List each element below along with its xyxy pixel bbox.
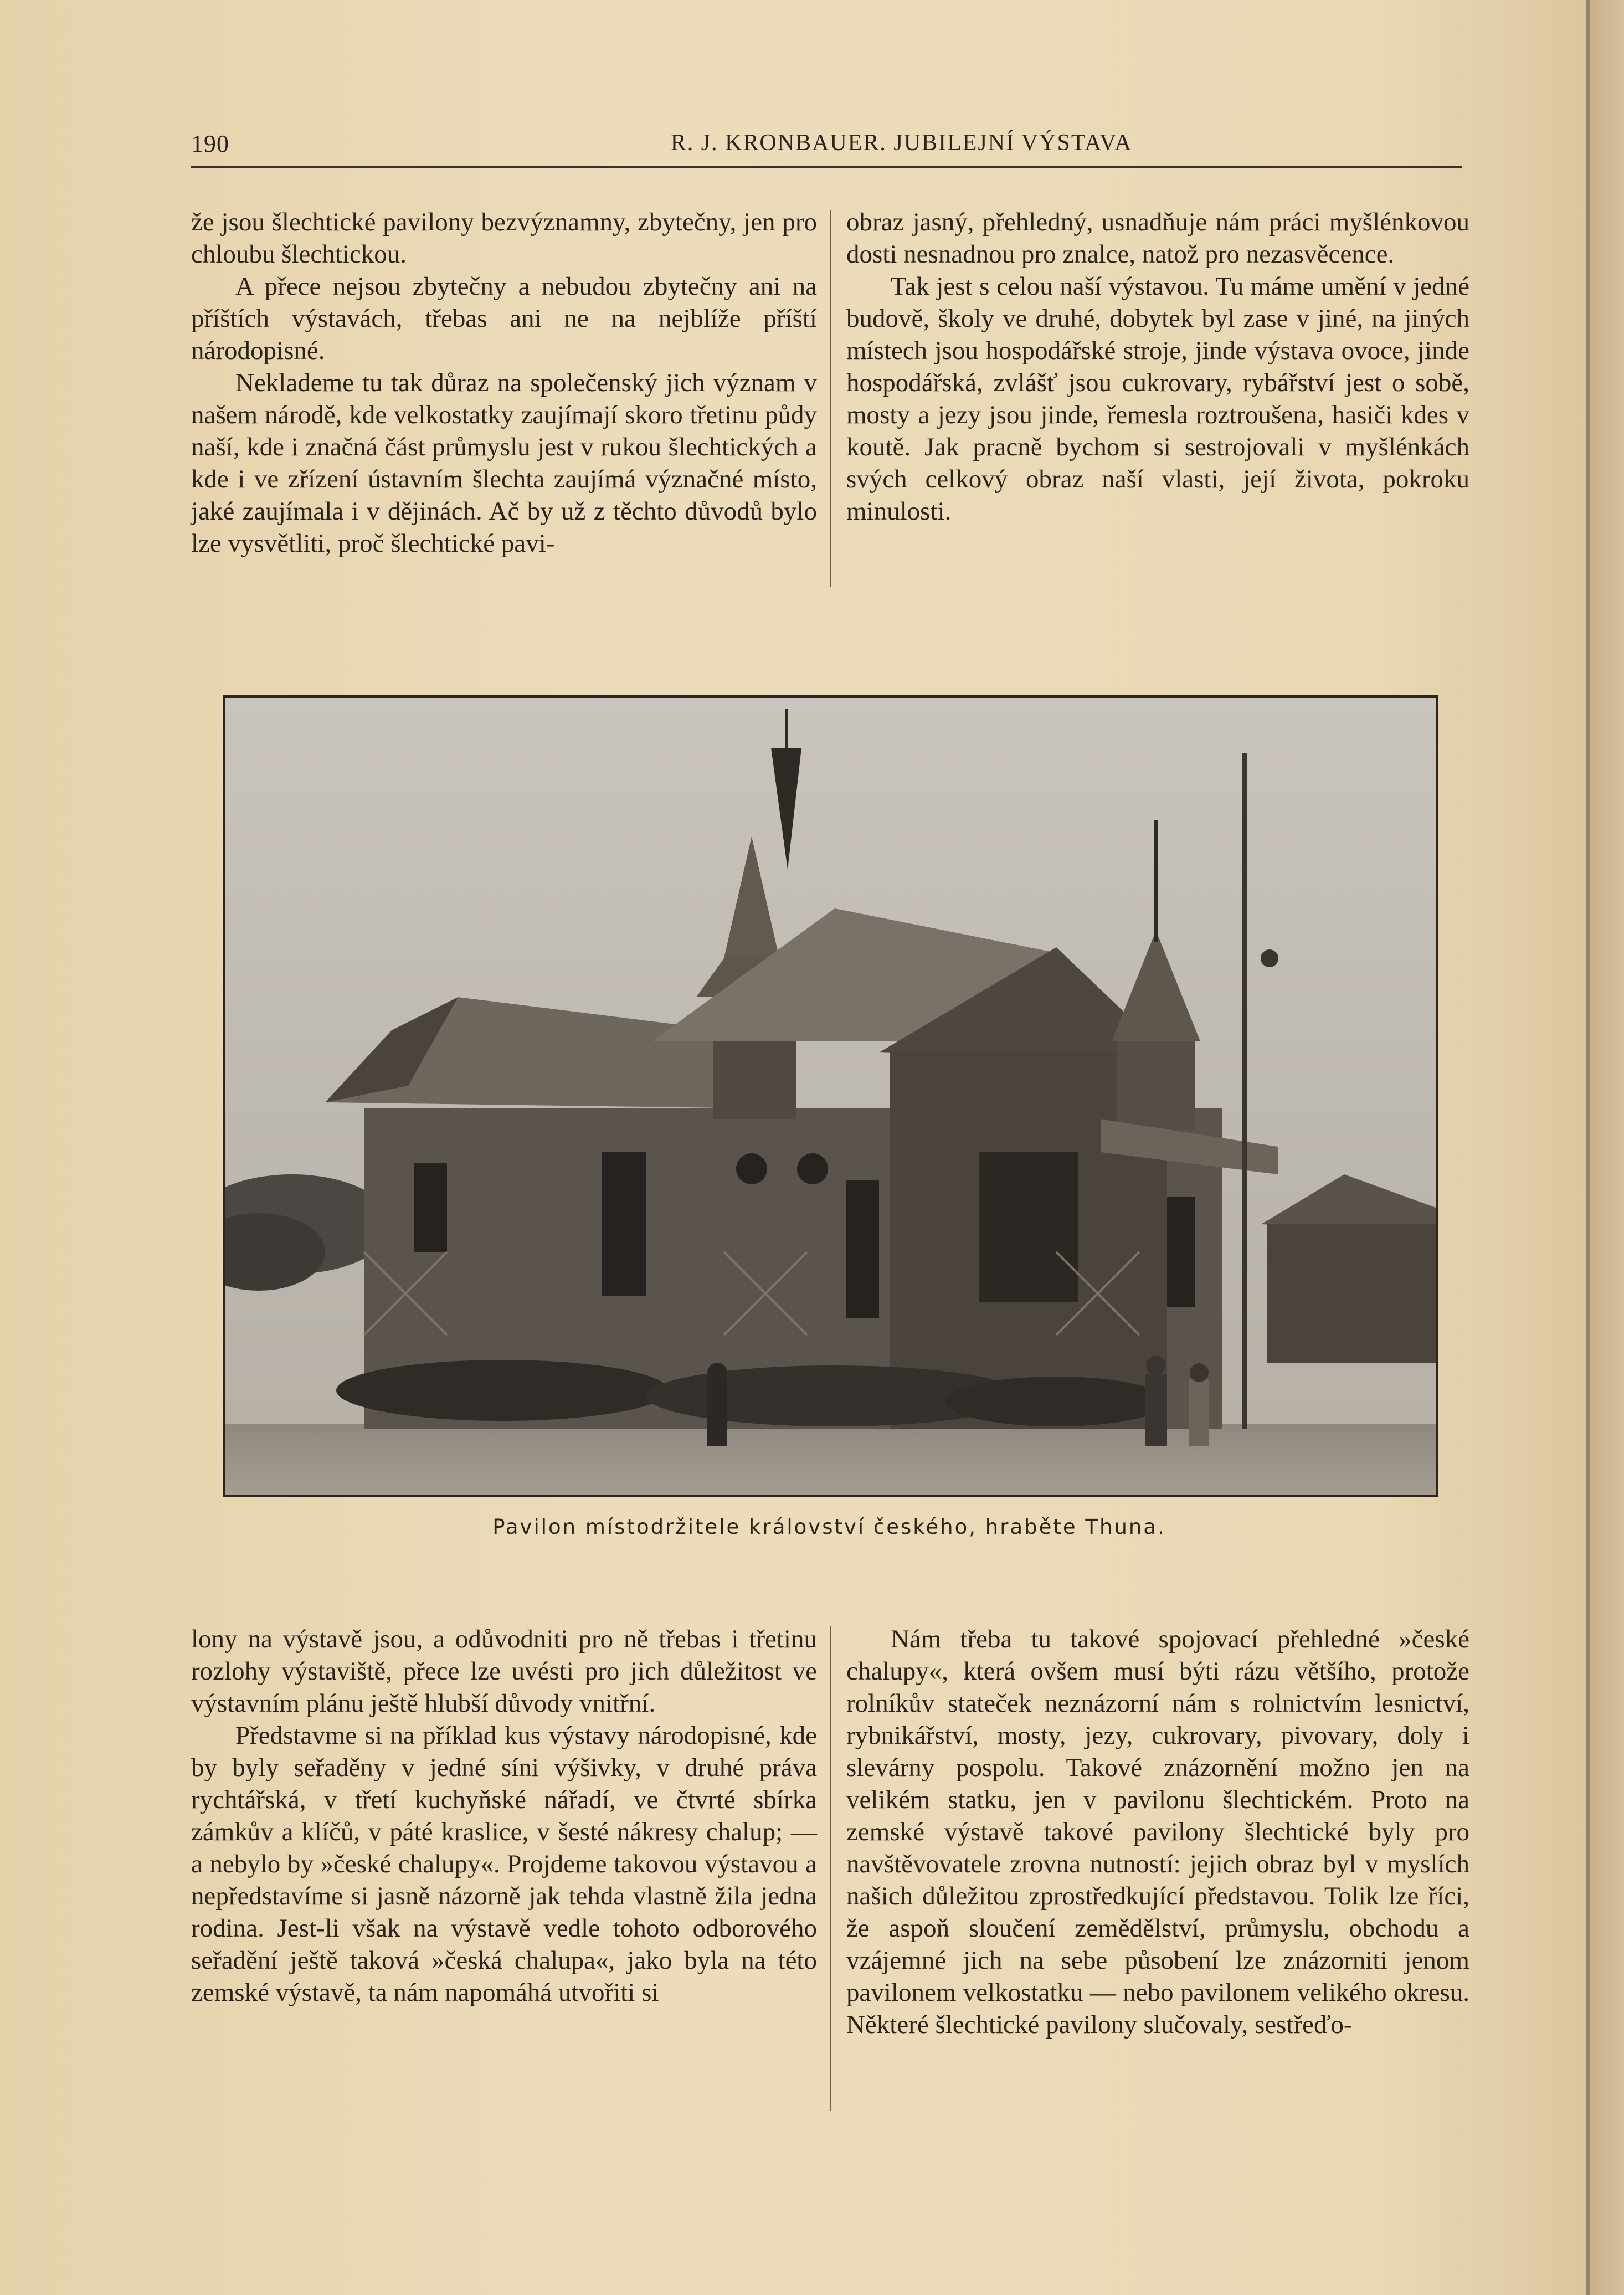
pavilion-illustration xyxy=(225,698,1436,1495)
page-number: 190 xyxy=(191,130,229,157)
paragraph: Tak jest s celou naší výstavou. Tu máme umění v jedné budově, školy ve druhé, dobytek byl zase v jiné, na jiných místech jsou hospodářské stroje, jinde výstava ovoce, jinde hospodářská, zvlášť jsou cukrovary, rybářství jest o sobě, mosty a jezy jsou jinde, řemesla roztroušena, hasiči kdes v koutě. Jak pracně bychom si sestrojovali v myšlénkách svých celkový obraz naší vlasti, její života, pokroku minulosti. xyxy=(846,272,1469,526)
paragraph: lony na výstavě jsou, a odůvodniti pro ně třebas i třetinu rozlohy výstaviště, přece lze uvésti pro jich důležitost ve výstavním plánu ještě hlubší důvody vnitřní. xyxy=(191,1625,817,1718)
running-title: R. J. KRONBAUER. JUBILEJNÍ VÝSTAVA xyxy=(670,130,1133,156)
paragraph: obraz jasný, přehledný, usnadňuje nám práci myšlénkovou dosti nesnadnou pro znalce, natož pro nezasvěcence. xyxy=(846,208,1469,269)
text-column-bottom-right xyxy=(846,1623,1469,2041)
text-column-top-left xyxy=(191,206,817,559)
column-divider xyxy=(830,1626,831,2111)
text-column-top-right xyxy=(846,206,1469,527)
paragraph: A přece nejsou zbytečny a nebudou zbytečny ani na příštích výstavách, třebas ani ne na nejblíže příští národopisné. xyxy=(191,272,817,365)
page-edge xyxy=(1586,0,1590,2295)
text-column-bottom-left xyxy=(191,1623,817,2009)
paragraph: Představme si na příklad kus výstavy národopisné, kde by byly seřaděny v jedné síni výšivky, v druhé práva rychtářská, v třetí kuchyňské nářadí, ve čtvrté sbírka zámkův a klíčů, v páté kraslice, v šesté nákresy chalup; — a nebylo by »české chalupy«. Projdeme takovou výstavou a nepředstavíme si jasně názorně jak tehda vlastně žila jedna rodina. Jest-li však na výstavě vedle tohoto odborového seřadění ještě taková »česká chalupa«, jako byla na této zemské výstavě, ta nám napomáhá utvořiti si xyxy=(191,1721,817,2007)
paragraph: Neklademe tu tak důraz na společenský jich význam v našem národě, kde velkostatky zaujímají skoro třetinu půdy naší, kde i značná část průmyslu jest v rukou šlechtických a kde i ve zřízení ústavním šlechta zaujímá význačné místo, jaké zaujímala i v dějinách. Ač by už z těchto důvodů bylo lze vysvětliti, proč šlechtické pavi- xyxy=(191,368,817,558)
page-header xyxy=(191,127,1462,168)
page-binding-shadow xyxy=(1590,0,1624,2295)
paragraph: že jsou šlechtické pavilony bezvýznamny, zbytečny, jen pro chloubu šlechtickou. xyxy=(191,208,817,269)
figure-caption: Pavilon místodržitele království českého, hraběte Thuna. xyxy=(492,1515,1166,1539)
paragraph: Nám třeba tu takové spojovací přehledné »české chalupy«, která ovšem musí býti rázu většího, protože rolníkův stateček neznázorní nám s rolnictvím lesnictví, rybnikářství, mosty, jezy, cukrovary, pivovary, doly i slevárny pospolu. Takové znázornění možno jen na velikém statku, jen v pavilonu šlechtickém. Proto na zemské výstavě takové pavilony šlechtické byly pro navštěvovatele zrovna nutností: jejich obraz byl v myslích našich důležitou zprostředkující představou. Tolik lze říci, že aspoň sloučení zemědělství, průmyslu, obchodu a vzájemné jich na sebe působení lze znázorniti jenom pavilonem velkostatku — nebo pavilonem velikého okresu. Některé šlechtické pavilony slučovaly, sestřeďo- xyxy=(846,1625,1469,2039)
column-divider xyxy=(830,210,831,587)
pavilion-photograph xyxy=(223,695,1438,1497)
